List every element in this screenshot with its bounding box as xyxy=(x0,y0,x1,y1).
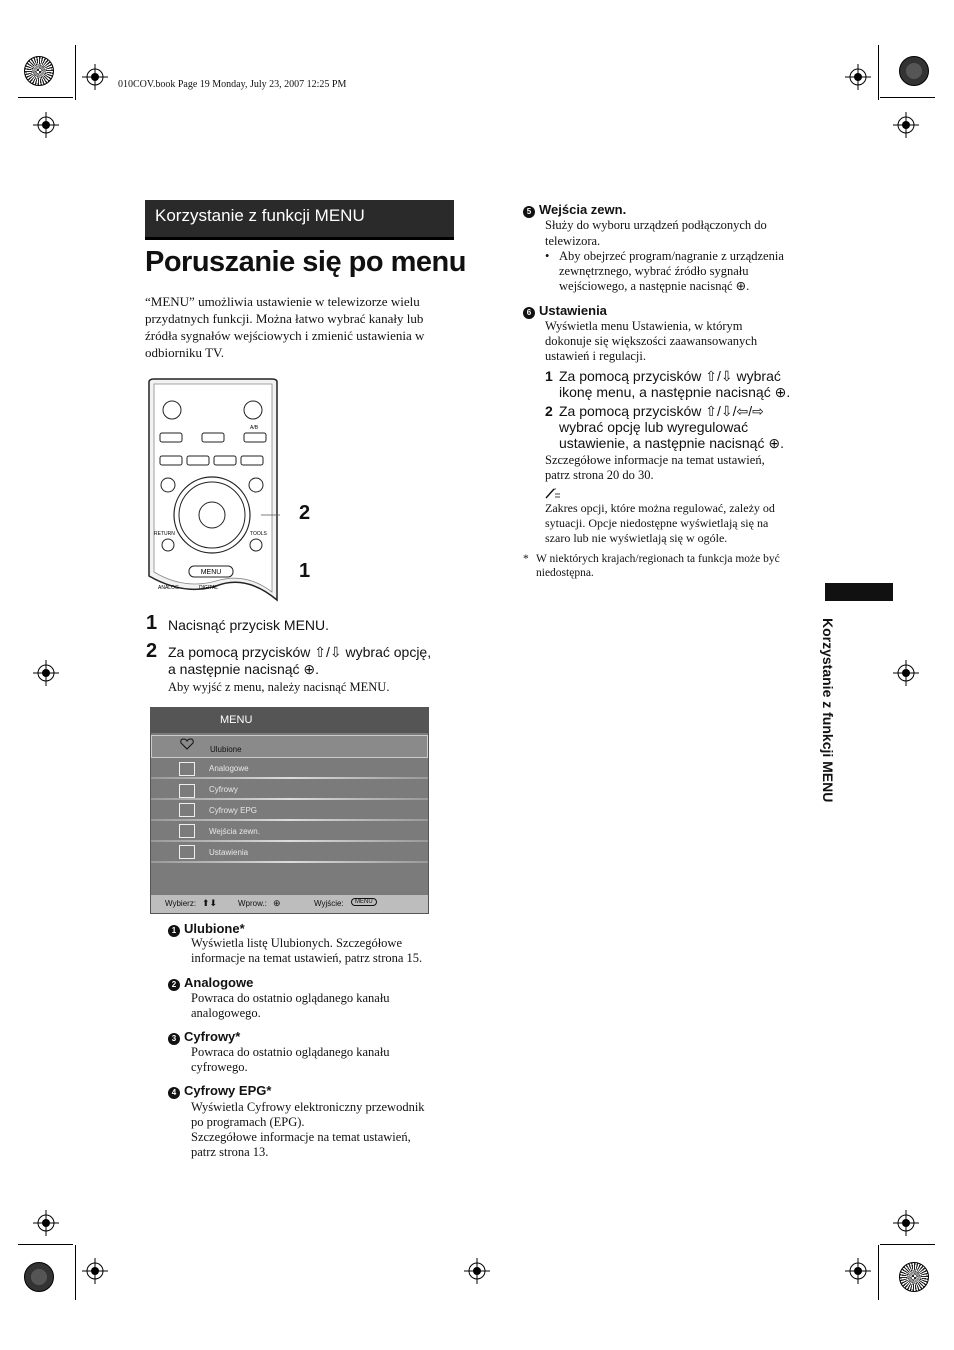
item-1-desc-line1: Wyświetla listę Ulubionych. Szczegółowe xyxy=(191,936,402,950)
registration-rosette xyxy=(899,56,929,86)
crop-mark xyxy=(880,97,935,98)
item-number: 5 xyxy=(523,206,535,218)
item-1-desc-line2: informacje na temat ustawień, patrz strona 15. xyxy=(191,951,423,965)
toolbox-icon xyxy=(179,845,195,859)
menu-item-label: Ustawienia xyxy=(209,848,249,857)
item-star: * xyxy=(266,1083,272,1098)
item-5-desc-line1: Służy do wyboru urządzeń podłączonych do xyxy=(545,218,767,232)
footer-enter: Wprow.: xyxy=(238,899,267,908)
up-down-arrows-icon: ⬆⬇ xyxy=(202,898,218,908)
menu-item-label: Cyfrowy xyxy=(209,785,238,794)
footer-menu-button: MENU xyxy=(351,898,377,906)
item-number: 4 xyxy=(168,1087,180,1099)
registration-rosette xyxy=(24,56,54,86)
item-title: Wejścia zewn. xyxy=(539,202,627,217)
substep-2-number: 2 xyxy=(545,403,553,419)
menu-screen-title: MENU xyxy=(220,714,253,726)
book-header: 010COV.book Page 19 Monday, July 23, 2007 12:25 PM xyxy=(118,79,347,90)
registration-mark xyxy=(33,112,59,138)
remote-tools-label: TOOLS xyxy=(250,531,267,537)
remote-analog-label: ANALOG xyxy=(158,585,179,591)
crop-mark xyxy=(75,45,76,100)
item-5-desc-line2: telewizora. xyxy=(545,234,601,248)
step-2-number: 2 xyxy=(146,640,158,662)
intro-paragraph: “MENU” umożliwia ustawienie w telewizorze wielu przydatnych funkcji. Można łatwo wybrać kanały lub źródła sygnałów wejściowych i zmienić ustawienia w odbiorniku TV. xyxy=(145,294,425,360)
side-tab xyxy=(812,618,852,850)
item-number: 3 xyxy=(168,1033,180,1045)
section-title: Korzystanie z funkcji MENU xyxy=(155,206,365,225)
remote-digital-label: DIGITAL xyxy=(199,585,219,591)
item-5 xyxy=(523,201,626,219)
item-2-desc-line1: Powraca do ostatnio oglądanego kanału xyxy=(191,991,390,1005)
item-5-bullet-line1: Aby obejrzeć program/nagranie z urządzenia xyxy=(559,249,784,263)
item-3 xyxy=(168,1028,240,1046)
registration-mark xyxy=(893,112,919,138)
item-title: Cyfrowy xyxy=(184,1029,236,1044)
registration-mark xyxy=(33,1210,59,1236)
menu-item-external-inputs[interactable] xyxy=(151,821,428,842)
crop-mark xyxy=(878,1245,879,1300)
menu-screen-header xyxy=(151,708,428,733)
crop-mark xyxy=(75,1245,76,1300)
menu-screen-illustration xyxy=(150,707,429,914)
substep-2-line1: Za pomocą przycisków ⇧/⇩/⇦/⇨ xyxy=(559,403,764,419)
substep-1-line2: ikonę menu, a następnie nacisnąć ⊕. xyxy=(559,384,791,400)
item-title: Ulubione xyxy=(184,921,240,936)
step-2-text-line1: Za pomocą przycisków ⇧/⇩ wybrać opcję, xyxy=(168,644,432,660)
crop-mark xyxy=(880,1244,935,1245)
substep-1-number: 1 xyxy=(545,368,553,384)
item-3-desc-line1: Powraca do ostatnio oglądanego kanału xyxy=(191,1045,390,1059)
epg-list-icon xyxy=(179,803,195,817)
item-4-desc-line4: patrz strona 13. xyxy=(191,1145,269,1159)
item-number: 2 xyxy=(168,979,180,991)
step-1-text: Nacisnąć przycisk MENU. xyxy=(168,617,330,633)
item-title: Analogowe xyxy=(184,975,254,990)
menu-screen-footer xyxy=(151,895,428,913)
callout-1: 1 xyxy=(299,560,311,582)
registration-mark xyxy=(464,1258,490,1284)
input-icon xyxy=(179,824,195,838)
item-6-desc-line2: dokonuje się większości zaawansowanych xyxy=(545,334,758,348)
item-5-bullet-line2: zewnętrznego, wybrać źródło sygnału xyxy=(559,264,749,278)
note-line1: Zakres opcji, które można regulować, zależy od xyxy=(545,501,775,515)
menu-item-label: Ulubione xyxy=(210,745,242,754)
crop-mark xyxy=(878,45,879,100)
crop-mark xyxy=(18,1244,73,1245)
substep-2-line2: wybrać opcję lub wyregulować xyxy=(559,419,749,435)
item-6-desc-line3: ustawień i regulacji. xyxy=(545,349,647,363)
footer-exit: Wyjście: xyxy=(314,899,344,908)
item-title: Ustawienia xyxy=(539,303,607,318)
footnote-line1: W niektórych krajach/regionach ta funkcja może być xyxy=(536,553,780,565)
registration-rosette xyxy=(899,1262,929,1292)
tv-analog-icon xyxy=(179,762,195,776)
remote-return-label: RETURN xyxy=(154,531,175,537)
registration-mark xyxy=(845,64,871,90)
step-2-text-line2: a następnie nacisnąć ⊕. xyxy=(168,661,320,677)
footnote-line2: niedostępna. xyxy=(536,567,594,579)
step-2-note: Aby wyjść z menu, należy nacisnąć MENU. xyxy=(168,680,390,694)
note-line2: sytuacji. Opcje niedostępne wyświetlają się na xyxy=(545,516,769,530)
registration-rosette xyxy=(24,1262,54,1292)
footer-select: Wybierz: xyxy=(165,899,197,908)
footnote-star: * xyxy=(523,553,529,565)
menu-separator xyxy=(151,861,428,863)
item-3-desc-line2: cyfrowego. xyxy=(191,1060,248,1074)
item-star: * xyxy=(235,1029,241,1044)
registration-mark xyxy=(82,1258,108,1284)
menu-item-label: Analogowe xyxy=(209,764,249,773)
remote-ab-label: A/B xyxy=(250,425,259,431)
step-1-number: 1 xyxy=(146,612,158,634)
callout-2: 2 xyxy=(299,502,311,524)
item-6 xyxy=(523,302,607,320)
crop-mark xyxy=(18,97,73,98)
remote-menu-label: MENU xyxy=(200,569,222,576)
item-2 xyxy=(168,974,253,992)
tv-digital-icon xyxy=(179,784,195,798)
menu-item-label: Cyfrowy EPG xyxy=(209,806,258,815)
item-number: 6 xyxy=(523,307,535,319)
menu-item-favourites[interactable] xyxy=(151,735,428,758)
substep-1-line1: Za pomocą przycisków ⇧/⇩ wybrać xyxy=(559,368,781,384)
item-number: 1 xyxy=(168,925,180,937)
item-6-desc-line1: Wyświetla menu Ustawienia, w którym xyxy=(545,319,743,333)
item-5-bullet-line3: wejściowego, a następnie nacisnąć ⊕. xyxy=(559,279,750,293)
side-tab-text: Korzystanie z funkcji MENU xyxy=(820,618,836,803)
item-4-desc-line2: po programach (EPG). xyxy=(191,1115,305,1129)
registration-mark xyxy=(33,660,59,686)
menu-item-analog[interactable] xyxy=(151,758,428,779)
item-4-desc-line3: Szczegółowe informacje na temat ustawień, xyxy=(191,1130,411,1144)
section-heading-bar xyxy=(145,200,454,238)
enter-button-icon: ⊕ xyxy=(273,898,281,908)
section-rule xyxy=(145,237,454,240)
item-star: * xyxy=(239,921,245,936)
menu-item-label: Wejścia zewn. xyxy=(209,827,260,836)
registration-mark xyxy=(845,1258,871,1284)
item-title: Cyfrowy EPG xyxy=(184,1083,267,1098)
registration-mark xyxy=(893,1210,919,1236)
menu-item-digital[interactable] xyxy=(151,779,428,800)
menu-item-digital-epg[interactable] xyxy=(151,800,428,821)
substep-2-line3: ustawienie, a następnie nacisnąć ⊕. xyxy=(559,435,784,451)
bullet-dot: • xyxy=(545,249,550,263)
detail-line1: Szczegółowe informacje na temat ustawień, xyxy=(545,453,765,467)
item-2-desc-line2: analogowego. xyxy=(191,1006,261,1020)
pencil-note-icon xyxy=(545,487,561,499)
menu-item-settings[interactable] xyxy=(151,842,428,863)
side-tab-marker xyxy=(825,583,893,601)
note-line3: szaro lub nie wyświetlają się w ogóle. xyxy=(545,531,728,545)
registration-mark xyxy=(82,64,108,90)
registration-mark xyxy=(893,660,919,686)
item-4 xyxy=(168,1082,271,1100)
item-4-desc-line1: Wyświetla Cyfrowy elektroniczny przewodnik xyxy=(191,1100,425,1114)
heart-icon xyxy=(180,738,194,750)
detail-line2: patrz strona 20 do 30. xyxy=(545,468,654,482)
page-title: Poruszanie się po menu xyxy=(145,246,466,278)
remote-control-illustration xyxy=(146,378,280,610)
